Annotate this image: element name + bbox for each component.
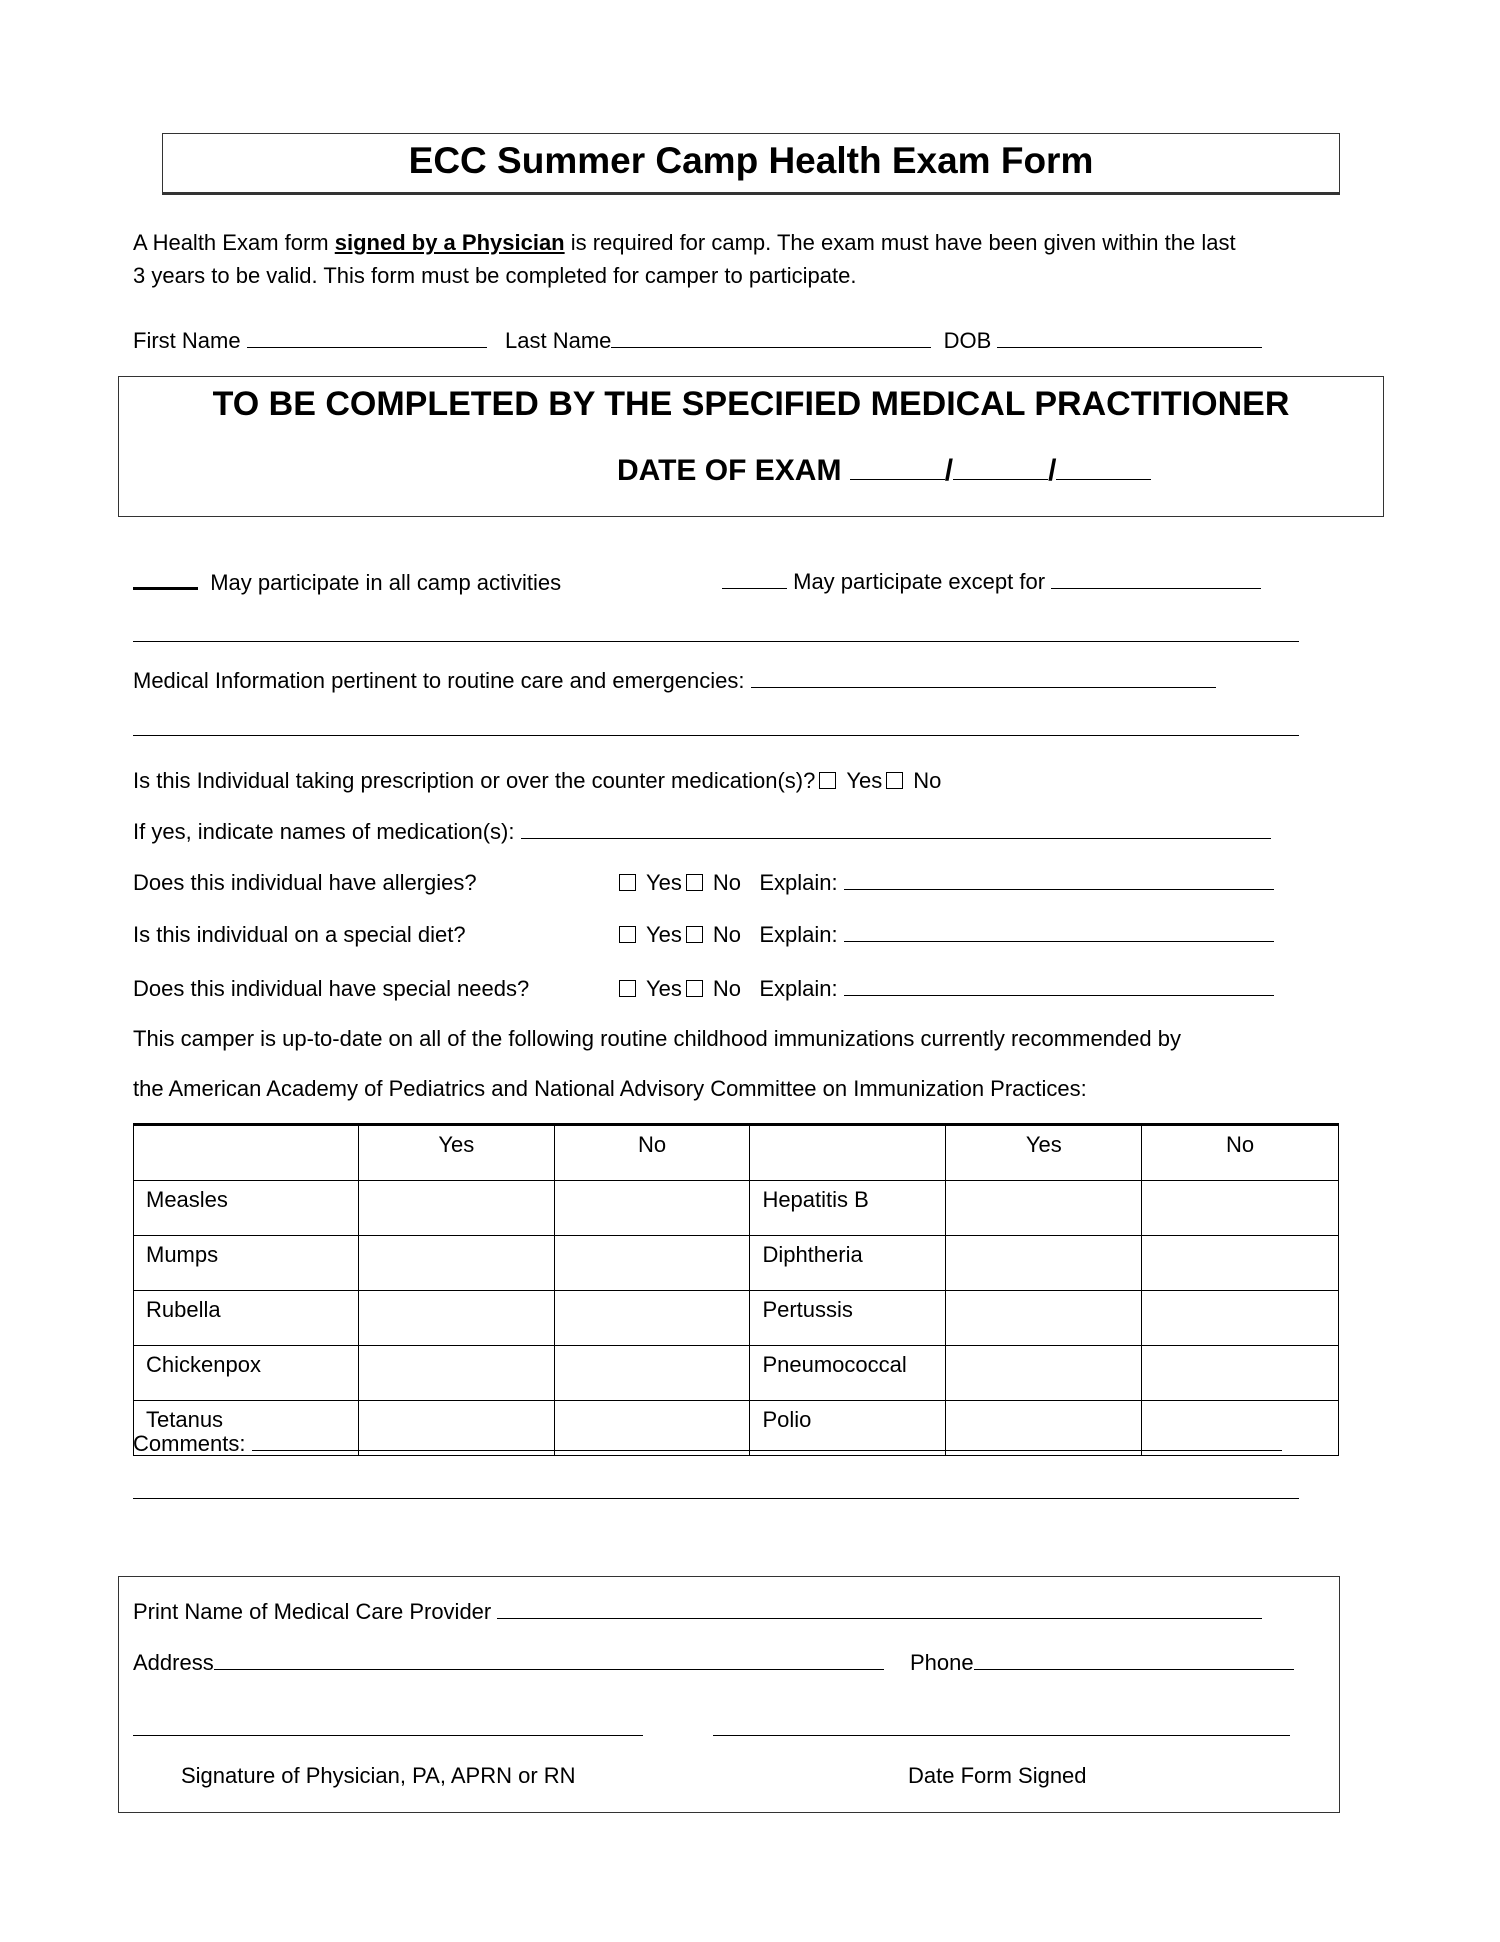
- no-cell[interactable]: [1142, 1346, 1339, 1401]
- no-label: No: [913, 768, 942, 793]
- comments-label: Comments:: [133, 1431, 246, 1456]
- yes-cell[interactable]: [358, 1236, 554, 1291]
- address-row: [133, 1650, 884, 1676]
- table-row: [134, 1181, 1339, 1236]
- vaccine-name: Mumps: [134, 1236, 359, 1291]
- header-yes: Yes: [358, 1125, 554, 1181]
- diet-options: [615, 922, 1274, 948]
- page-title: ECC Summer Camp Health Exam Form: [408, 140, 1094, 181]
- yes-cell[interactable]: [946, 1181, 1142, 1236]
- date-signed-field[interactable]: [713, 1717, 1290, 1736]
- immunization-table: [133, 1123, 1339, 1456]
- no-cell[interactable]: [554, 1346, 750, 1401]
- address-label: Address: [133, 1650, 214, 1675]
- yes-label: Yes: [846, 768, 883, 793]
- participate-all-label: May participate in all camp activities: [210, 570, 562, 595]
- vaccine-name: Hepatitis B: [750, 1181, 946, 1236]
- medication-question: Is this Individual taking prescription or over the counter medication(s)?: [133, 768, 816, 793]
- medication-no-checkbox[interactable]: [886, 772, 903, 789]
- yes-label: Yes: [646, 870, 682, 895]
- yes-cell[interactable]: [358, 1346, 554, 1401]
- participate-except-label: May participate except for: [793, 569, 1046, 594]
- vaccine-name: Pertussis: [750, 1291, 946, 1346]
- exam-year-field[interactable]: [1056, 455, 1151, 480]
- comments-continued-field[interactable]: [133, 1480, 1299, 1499]
- medication-names-label: If yes, indicate names of medication(s):: [133, 819, 515, 844]
- no-cell[interactable]: [554, 1181, 750, 1236]
- medical-info-row: [133, 668, 1216, 694]
- allergies-options: [615, 870, 1274, 896]
- date-signed-label: Date Form Signed: [908, 1763, 1087, 1788]
- diet-row: [133, 922, 466, 948]
- provider-name-field[interactable]: [497, 1600, 1262, 1619]
- table-row: [134, 1236, 1339, 1291]
- provider-name-label: Print Name of Medical Care Provider: [133, 1599, 492, 1624]
- yes-cell[interactable]: [358, 1181, 554, 1236]
- diet-question: Is this individual on a special diet?: [133, 922, 466, 947]
- table-row: [134, 1291, 1339, 1346]
- medical-info-continued-field[interactable]: [133, 717, 1299, 736]
- last-name-field[interactable]: [611, 329, 931, 348]
- diet-no-checkbox[interactable]: [686, 926, 703, 943]
- table-header-row: [134, 1125, 1339, 1181]
- no-cell[interactable]: [1142, 1181, 1339, 1236]
- allergies-row: [133, 870, 477, 896]
- practitioner-heading: TO BE COMPLETED BY THE SPECIFIED MEDICAL PRACTITIONER: [212, 385, 1290, 423]
- medical-info-continued: [133, 716, 1299, 742]
- explain-label: Explain:: [759, 870, 838, 895]
- immunization-text-1: This camper is up-to-date on all of the following routine childhood immunizations currently recommended by: [133, 1026, 1181, 1051]
- no-label: No: [712, 922, 742, 947]
- yes-cell[interactable]: [946, 1346, 1142, 1401]
- except-continued: [133, 622, 1299, 648]
- immunization-text-2: the American Academy of Pediatrics and National Advisory Committee on Immunization Practices:: [133, 1076, 1087, 1101]
- provider-name-row: [133, 1599, 1262, 1625]
- no-cell[interactable]: [1142, 1291, 1339, 1346]
- participate-all-field[interactable]: [133, 569, 198, 590]
- medication-yes-checkbox[interactable]: [819, 772, 836, 789]
- diet-explain-field[interactable]: [844, 923, 1274, 942]
- signature-field[interactable]: [133, 1717, 643, 1736]
- exam-day-field[interactable]: [953, 455, 1048, 480]
- special-needs-explain-field[interactable]: [844, 977, 1274, 996]
- intro-emphasis: signed by a Physician: [334, 230, 565, 255]
- special-needs-options: [615, 976, 1274, 1002]
- except-continued-field[interactable]: [133, 623, 1299, 642]
- medication-row: [133, 768, 941, 794]
- phone-row: [910, 1650, 1294, 1676]
- table-row: [134, 1346, 1339, 1401]
- address-field[interactable]: [214, 1651, 884, 1670]
- vaccine-name: Polio: [750, 1401, 946, 1456]
- special-needs-no-checkbox[interactable]: [686, 980, 703, 997]
- header-cell: [134, 1125, 359, 1181]
- medication-names-row: [133, 819, 1271, 845]
- intro-line-1: [133, 230, 1236, 256]
- date-signed-line: [713, 1716, 1290, 1742]
- date-separator: /: [1048, 454, 1057, 487]
- allergies-yes-checkbox[interactable]: [619, 874, 636, 891]
- first-name-label: First Name: [133, 328, 241, 353]
- yes-label: Yes: [646, 922, 682, 947]
- no-cell[interactable]: [554, 1291, 750, 1346]
- last-name-label: Last Name: [505, 328, 612, 353]
- intro-text: is required for camp. The exam must have been given within the last: [564, 230, 1236, 255]
- no-label: No: [712, 976, 742, 1001]
- participate-except-field[interactable]: [1051, 570, 1261, 589]
- yes-cell[interactable]: [946, 1236, 1142, 1291]
- medical-info-field[interactable]: [751, 669, 1216, 688]
- vaccine-name: Chickenpox: [134, 1346, 359, 1401]
- comments-field[interactable]: [252, 1432, 1282, 1451]
- allergies-question: Does this individual have allergies?: [133, 870, 477, 895]
- date-of-exam-row: [617, 454, 1151, 488]
- first-name-field[interactable]: [247, 329, 487, 348]
- special-needs-yes-checkbox[interactable]: [619, 980, 636, 997]
- dob-label: DOB: [943, 328, 992, 353]
- vaccine-name: Rubella: [134, 1291, 359, 1346]
- comments-row: [133, 1431, 1282, 1457]
- no-cell[interactable]: [554, 1236, 750, 1291]
- allergies-no-checkbox[interactable]: [686, 874, 703, 891]
- no-label: No: [712, 870, 742, 895]
- intro-text: A Health Exam form: [133, 230, 335, 255]
- diet-yes-checkbox[interactable]: [619, 926, 636, 943]
- yes-cell[interactable]: [946, 1291, 1142, 1346]
- vaccine-name: Measles: [134, 1181, 359, 1236]
- medication-names-field[interactable]: [521, 820, 1271, 839]
- phone-label: Phone: [910, 1650, 974, 1675]
- header-no: No: [1142, 1125, 1339, 1181]
- explain-label: Explain:: [759, 922, 838, 947]
- date-of-exam-label: DATE OF EXAM: [617, 454, 842, 487]
- medical-info-label: Medical Information pertinent to routine care and emergencies:: [133, 668, 745, 693]
- intro-line-2: 3 years to be valid. This form must be completed for camper to participate.: [133, 263, 857, 288]
- comments-continued: [133, 1479, 1299, 1505]
- header-no: No: [554, 1125, 750, 1181]
- special-needs-row: [133, 976, 529, 1002]
- signature-line: [133, 1716, 643, 1742]
- participate-except-row: [722, 569, 1261, 595]
- header-yes: Yes: [946, 1125, 1142, 1181]
- date-separator: /: [944, 454, 954, 487]
- header-cell: [750, 1125, 946, 1181]
- phone-field[interactable]: [974, 1651, 1294, 1670]
- dob-field[interactable]: [997, 329, 1262, 348]
- yes-cell[interactable]: [358, 1291, 554, 1346]
- no-cell[interactable]: [1142, 1236, 1339, 1291]
- special-needs-question: Does this individual have special needs?: [133, 976, 530, 1001]
- name-row: [133, 328, 1262, 354]
- signature-label: Signature of Physician, PA, APRN or RN: [181, 1763, 576, 1788]
- vaccine-name: Tetanus: [134, 1401, 359, 1456]
- vaccine-name: Diphtheria: [750, 1236, 946, 1291]
- participate-except-mark[interactable]: [722, 570, 787, 589]
- participate-all-row: [133, 569, 561, 596]
- yes-label: Yes: [646, 976, 682, 1001]
- vaccine-name: Pneumococcal: [750, 1346, 946, 1401]
- allergies-explain-field[interactable]: [844, 871, 1274, 890]
- explain-label: Explain:: [759, 976, 838, 1001]
- exam-month-field[interactable]: [850, 455, 945, 480]
